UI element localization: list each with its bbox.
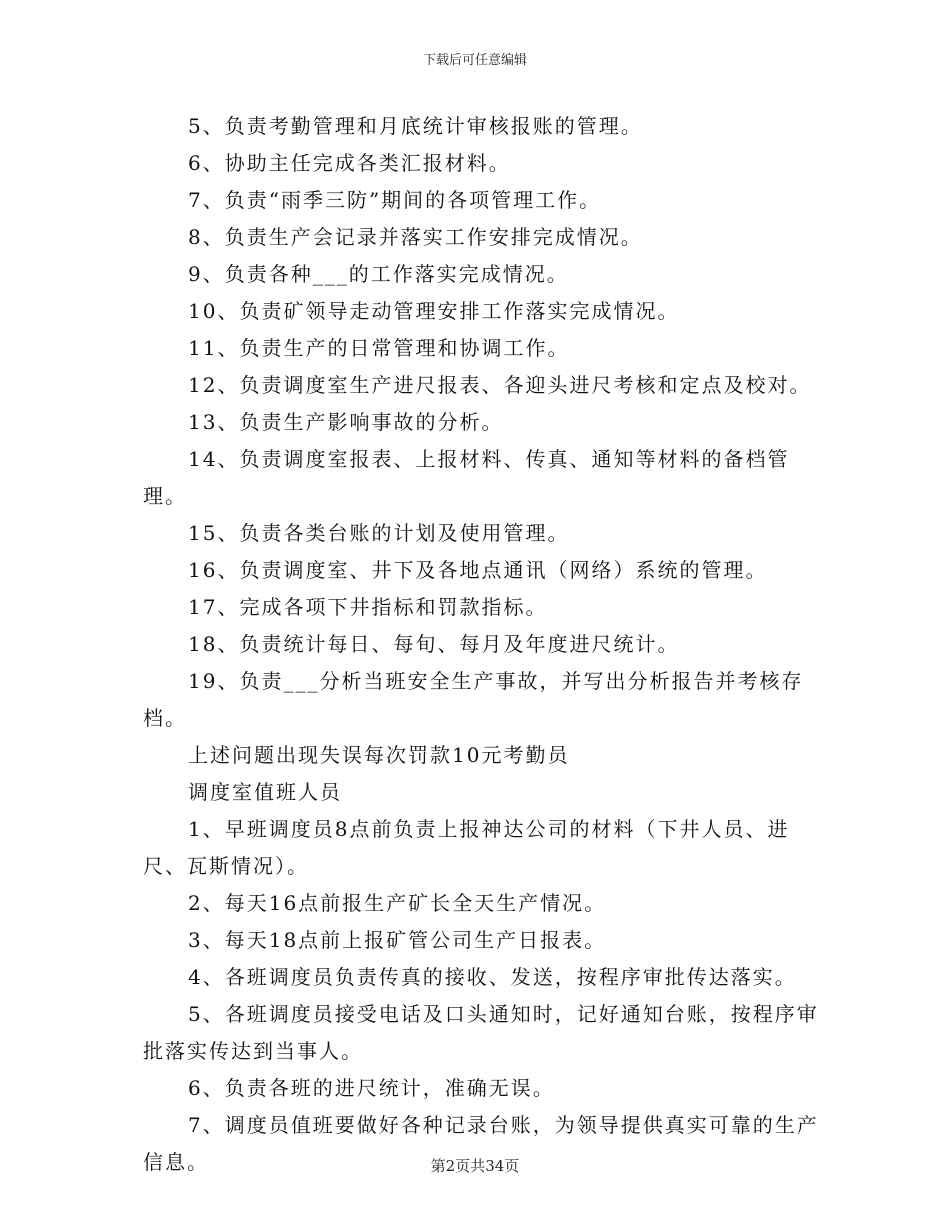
page-header: 下载后可任意编辑 (422, 53, 527, 68)
document-body (143, 108, 823, 1181)
paragraph: 17、完成各项下井指标和罚款指标。 (188, 595, 548, 619)
section-heading: 调度室值班人员 (188, 780, 342, 804)
paragraph: 16、负责调度室、井下及各地点通讯（网络）系统的管理。 (188, 558, 768, 582)
paragraph: 7、调度员值班要做好各种记录台账，为领导提供真实可靠的生产信息。 (143, 1113, 819, 1174)
paragraph: 12、负责调度室生产进尺报表、各迎头进尺考核和定点及校对。 (188, 373, 812, 397)
paragraph: 1、早班调度员8点前负责上报神达公司的材料（下井人员、进尺、瓦斯情况）。 (143, 817, 790, 878)
paragraph: 7、负责“雨季三防”期间的各项管理工作。 (188, 188, 602, 212)
paragraph: 上述问题出现失误每次罚款10元考勤员 (188, 743, 570, 767)
paragraph: 10、负责矿领导走动管理安排工作落实完成情况。 (188, 299, 680, 323)
paragraph: 18、负责统计每日、每旬、每月及年度进尺统计。 (188, 632, 680, 656)
paragraph: 6、协助主任完成各类汇报材料。 (188, 151, 511, 175)
paragraph: 6、负责各班的进尺统计，准确无误。 (188, 1076, 555, 1100)
paragraph: 9、负责各种___的工作落实完成情况。 (188, 262, 569, 286)
paragraph: 13、负责生产影响事故的分析。 (188, 410, 504, 434)
paragraph: 19、负责___分析当班安全生产事故，并写出分析报告并考核存档。 (143, 669, 804, 730)
paragraph: 8、负责生产会记录并落实工作安排完成情况。 (188, 225, 643, 249)
paragraph: 2、每天16点前报生产矿长全天生产情况。 (188, 891, 607, 915)
paragraph: 11、负责生产的日常管理和协调工作。 (188, 336, 570, 360)
paragraph: 4、各班调度员负责传真的接收、发送，按程序审批传达落实。 (188, 965, 797, 989)
paragraph: 15、负责各类台账的计划及使用管理。 (188, 521, 570, 545)
paragraph: 5、负责考勤管理和月底统计审核报账的管理。 (188, 114, 643, 138)
paragraph: 14、负责调度室报表、上报材料、传真、通知等材料的备档管理。 (143, 447, 790, 508)
paragraph: 5、各班调度员接受电话及口头通知时，记好通知台账，按程序审批落实传达到当事人。 (143, 1002, 819, 1063)
page-footer: 第2页共34页 (430, 1157, 520, 1175)
paragraph: 3、每天18点前上报矿管公司生产日报表。 (188, 928, 607, 952)
